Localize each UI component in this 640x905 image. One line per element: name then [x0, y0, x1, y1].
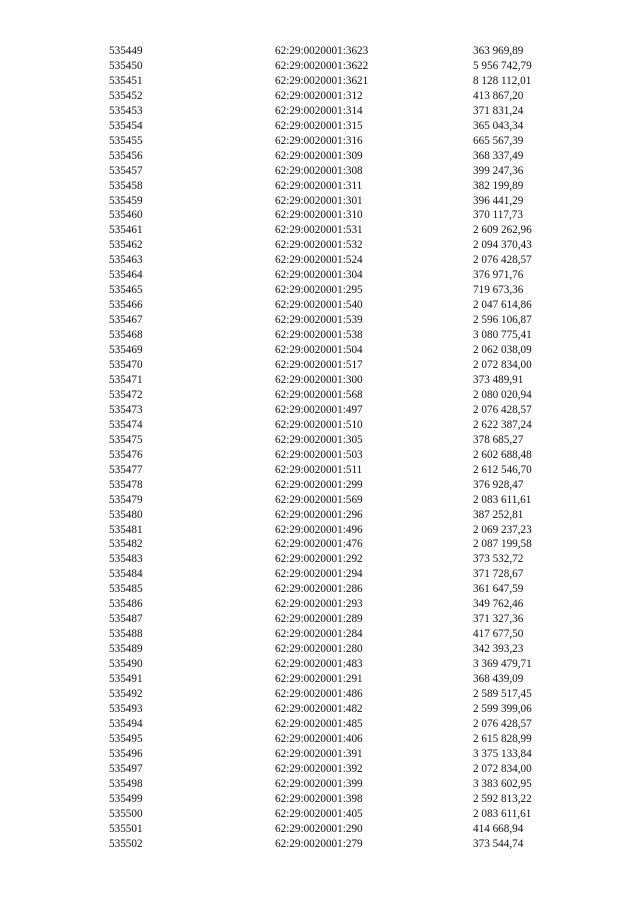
cadastral-number-cell: 62:29:0020001:290: [275, 822, 363, 835]
cadastral-value-cell: 2 076 428,57: [473, 254, 532, 267]
row-number-cell: 535485: [109, 583, 143, 596]
cadastral-value-cell: 2 083 611,61: [473, 807, 532, 820]
cadastral-number-cell: 62:29:0020001:310: [275, 209, 363, 222]
cadastral-value-cell: 414 668,94: [473, 822, 524, 835]
cadastral-value-table: [109, 44, 563, 851]
cadastral-value-cell: 2 592 813,22: [473, 792, 532, 805]
cadastral-value-cell: 665 567,39: [473, 134, 524, 147]
cadastral-number-cell: 62:29:0020001:3621: [275, 74, 369, 87]
row-number-cell: 535471: [109, 373, 143, 386]
row-number-cell: 535455: [109, 134, 143, 147]
cadastral-number-cell: 62:29:0020001:311: [275, 179, 363, 192]
cadastral-value-cell: 2 612 546,70: [473, 463, 532, 476]
table-row: [109, 552, 563, 567]
row-number-cell: 535464: [109, 269, 143, 282]
cadastral-value-cell: 378 685,27: [473, 433, 524, 446]
cadastral-value-cell: 2 087 199,58: [473, 538, 532, 551]
cadastral-value-cell: 365 043,34: [473, 119, 524, 132]
cadastral-number-cell: 62:29:0020001:296: [275, 508, 363, 521]
table-row: [109, 253, 563, 268]
cadastral-value-cell: 5 956 742,79: [473, 59, 532, 72]
cadastral-number-cell: 62:29:0020001:299: [275, 478, 363, 491]
cadastral-number-cell: 62:29:0020001:540: [275, 299, 363, 312]
row-number-cell: 535490: [109, 658, 143, 671]
cadastral-value-cell: 363 969,89: [473, 45, 524, 57]
cadastral-number-cell: 62:29:0020001:510: [275, 418, 363, 431]
row-number-cell: 535457: [109, 164, 143, 177]
table-row: [109, 792, 563, 807]
cadastral-value-cell: 2 599 399,06: [473, 702, 532, 715]
table-row: [109, 59, 563, 74]
cadastral-value-cell: 368 439,09: [473, 673, 524, 686]
cadastral-number-cell: 62:29:0020001:486: [275, 687, 363, 700]
cadastral-number-cell: 62:29:0020001:280: [275, 643, 363, 656]
cadastral-number-cell: 62:29:0020001:304: [275, 269, 363, 282]
cadastral-number-cell: 62:29:0020001:406: [275, 732, 363, 745]
table-row: [109, 149, 563, 164]
cadastral-value-cell: 371 831,24: [473, 104, 524, 117]
row-number-cell: 535492: [109, 687, 143, 700]
row-number-cell: 535477: [109, 463, 143, 476]
cadastral-value-cell: 3 375 133,84: [473, 747, 532, 760]
row-number-cell: 535451: [109, 74, 143, 87]
cadastral-number-cell: 62:29:0020001:511: [275, 463, 363, 476]
table-row: [109, 537, 563, 552]
row-number-cell: 535465: [109, 284, 143, 297]
cadastral-value-cell: 371 728,67: [473, 568, 524, 581]
table-row: [109, 134, 563, 149]
table-row: [109, 822, 563, 837]
table-row: [109, 567, 563, 582]
row-number-cell: 535480: [109, 508, 143, 521]
cadastral-value-cell: 349 762,46: [473, 598, 524, 611]
row-number-cell: 535482: [109, 538, 143, 551]
cadastral-value-cell: 387 252,81: [473, 508, 524, 521]
table-row: [109, 702, 563, 717]
table-row: [109, 777, 563, 792]
cadastral-number-cell: 62:29:0020001:496: [275, 523, 363, 536]
table-row: [109, 672, 563, 687]
cadastral-value-cell: 376 971,76: [473, 269, 524, 282]
table-row: [109, 657, 563, 672]
table-row: [109, 523, 563, 538]
row-number-cell: 535502: [109, 837, 143, 850]
cadastral-number-cell: 62:29:0020001:284: [275, 628, 363, 641]
row-number-cell: 535449: [109, 45, 143, 57]
cadastral-number-cell: 62:29:0020001:531: [275, 224, 363, 237]
cadastral-number-cell: 62:29:0020001:391: [275, 747, 363, 760]
cadastral-value-cell: 719 673,36: [473, 284, 524, 297]
table-row: [109, 208, 563, 223]
table-row: [109, 89, 563, 104]
cadastral-number-cell: 62:29:0020001:392: [275, 762, 363, 775]
cadastral-value-cell: 3 080 775,41: [473, 329, 532, 342]
cadastral-number-cell: 62:29:0020001:405: [275, 807, 363, 820]
table-row: [109, 223, 563, 238]
table-row: [109, 328, 563, 343]
table-row: [109, 463, 563, 478]
row-number-cell: 535497: [109, 762, 143, 775]
row-number-cell: 535498: [109, 777, 143, 790]
cadastral-value-cell: 2 062 038,09: [473, 344, 532, 357]
row-number-cell: 535452: [109, 89, 143, 102]
table-row: [109, 493, 563, 508]
cadastral-value-cell: 417 677,50: [473, 628, 524, 641]
cadastral-value-cell: 8 128 112,01: [473, 74, 532, 87]
cadastral-value-cell: 2 072 834,00: [473, 359, 532, 372]
cadastral-value-cell: 2 076 428,57: [473, 717, 532, 730]
cadastral-value-cell: 2 076 428,57: [473, 403, 532, 416]
cadastral-number-cell: 62:29:0020001:292: [275, 553, 363, 566]
row-number-cell: 535461: [109, 224, 143, 237]
cadastral-value-cell: 373 532,72: [473, 553, 524, 566]
row-number-cell: 535489: [109, 643, 143, 656]
cadastral-number-cell: 62:29:0020001:568: [275, 388, 363, 401]
row-number-cell: 535499: [109, 792, 143, 805]
cadastral-value-cell: 2 069 237,23: [473, 523, 532, 536]
table-row: [109, 313, 563, 328]
cadastral-number-cell: 62:29:0020001:291: [275, 673, 363, 686]
cadastral-value-cell: 413 867,20: [473, 89, 524, 102]
row-number-cell: 535486: [109, 598, 143, 611]
row-number-cell: 535481: [109, 523, 143, 536]
table-row: [109, 44, 563, 59]
cadastral-value-cell: 2 589 517,45: [473, 687, 532, 700]
cadastral-number-cell: 62:29:0020001:286: [275, 583, 363, 596]
row-number-cell: 535475: [109, 433, 143, 446]
row-number-cell: 535469: [109, 344, 143, 357]
row-number-cell: 535476: [109, 448, 143, 461]
row-number-cell: 535488: [109, 628, 143, 641]
table-row: [109, 642, 563, 657]
cadastral-number-cell: 62:29:0020001:301: [275, 194, 363, 207]
table-row: [109, 717, 563, 732]
cadastral-value-cell: 2 609 262,96: [473, 224, 532, 237]
row-number-cell: 535450: [109, 59, 143, 72]
cadastral-number-cell: 62:29:0020001:476: [275, 538, 363, 551]
row-number-cell: 535483: [109, 553, 143, 566]
cadastral-number-cell: 62:29:0020001:305: [275, 433, 363, 446]
row-number-cell: 535493: [109, 702, 143, 715]
row-number-cell: 535463: [109, 254, 143, 267]
row-number-cell: 535472: [109, 388, 143, 401]
cadastral-number-cell: 62:29:0020001:539: [275, 314, 363, 327]
cadastral-number-cell: 62:29:0020001:289: [275, 613, 363, 626]
cadastral-number-cell: 62:29:0020001:300: [275, 373, 363, 386]
cadastral-number-cell: 62:29:0020001:315: [275, 119, 363, 132]
cadastral-value-cell: 399 247,36: [473, 164, 524, 177]
row-number-cell: 535459: [109, 194, 143, 207]
table-row: [109, 74, 563, 89]
cadastral-number-cell: 62:29:0020001:503: [275, 448, 363, 461]
table-row: [109, 747, 563, 762]
cadastral-number-cell: 62:29:0020001:485: [275, 717, 363, 730]
cadastral-value-cell: 2 072 834,00: [473, 762, 532, 775]
cadastral-value-cell: 373 489,91: [473, 373, 524, 386]
table-row: [109, 448, 563, 463]
cadastral-value-cell: 376 928,47: [473, 478, 524, 491]
cadastral-number-cell: 62:29:0020001:3622: [275, 59, 369, 72]
table-row: [109, 179, 563, 194]
row-number-cell: 535468: [109, 329, 143, 342]
cadastral-number-cell: 62:29:0020001:569: [275, 493, 363, 506]
cadastral-value-cell: 2 596 106,87: [473, 314, 532, 327]
table-row: [109, 418, 563, 433]
table-body: [109, 44, 563, 851]
row-number-cell: 535491: [109, 673, 143, 686]
cadastral-value-cell: 2 602 688,48: [473, 448, 532, 461]
cadastral-number-cell: 62:29:0020001:524: [275, 254, 363, 267]
cadastral-number-cell: 62:29:0020001:504: [275, 344, 363, 357]
row-number-cell: 535478: [109, 478, 143, 491]
cadastral-number-cell: 62:29:0020001:3623: [275, 45, 369, 57]
row-number-cell: 535479: [109, 493, 143, 506]
cadastral-number-cell: 62:29:0020001:399: [275, 777, 363, 790]
row-number-cell: 535473: [109, 403, 143, 416]
cadastral-number-cell: 62:29:0020001:497: [275, 403, 363, 416]
table-row: [109, 762, 563, 777]
table-row: [109, 837, 563, 852]
cadastral-value-cell: 2 080 020,94: [473, 388, 532, 401]
cadastral-value-cell: 361 647,59: [473, 583, 524, 596]
cadastral-value-cell: 342 393,23: [473, 643, 524, 656]
row-number-cell: 535458: [109, 179, 143, 192]
cadastral-value-cell: 370 117,73: [473, 209, 523, 222]
row-number-cell: 535467: [109, 314, 143, 327]
row-number-cell: 535453: [109, 104, 143, 117]
cadastral-number-cell: 62:29:0020001:293: [275, 598, 363, 611]
table-row: [109, 627, 563, 642]
table-row: [109, 298, 563, 313]
cadastral-value-cell: 2 615 828,99: [473, 732, 532, 745]
cadastral-value-cell: 3 369 479,71: [473, 658, 532, 671]
cadastral-number-cell: 62:29:0020001:314: [275, 104, 363, 117]
cadastral-value-cell: 371 327,36: [473, 613, 524, 626]
cadastral-number-cell: 62:29:0020001:483: [275, 658, 363, 671]
cadastral-value-cell: 373 544,74: [473, 837, 524, 850]
table-row: [109, 388, 563, 403]
table-row: [109, 343, 563, 358]
table-row: [109, 612, 563, 627]
table-row: [109, 358, 563, 373]
table-row: [109, 478, 563, 493]
cadastral-value-cell: 2 622 387,24: [473, 418, 532, 431]
cadastral-number-cell: 62:29:0020001:294: [275, 568, 363, 581]
cadastral-number-cell: 62:29:0020001:482: [275, 702, 363, 715]
cadastral-number-cell: 62:29:0020001:517: [275, 359, 363, 372]
cadastral-value-cell: 2 094 370,43: [473, 239, 532, 252]
cadastral-number-cell: 62:29:0020001:398: [275, 792, 363, 805]
row-number-cell: 535456: [109, 149, 143, 162]
table-row: [109, 597, 563, 612]
cadastral-value-cell: 2 047 614,86: [473, 299, 532, 312]
table-row: [109, 582, 563, 597]
table-row: [109, 687, 563, 702]
table-row: [109, 807, 563, 822]
cadastral-value-cell: 2 083 611,61: [473, 493, 532, 506]
row-number-cell: 535501: [109, 822, 143, 835]
row-number-cell: 535454: [109, 119, 143, 132]
cadastral-number-cell: 62:29:0020001:312: [275, 89, 363, 102]
cadastral-number-cell: 62:29:0020001:279: [275, 837, 363, 850]
cadastral-value-cell: 382 199,89: [473, 179, 524, 192]
table-row: [109, 119, 563, 134]
row-number-cell: 535495: [109, 732, 143, 745]
table-row: [109, 732, 563, 747]
row-number-cell: 535500: [109, 807, 143, 820]
table-row: [109, 433, 563, 448]
cadastral-value-cell: 396 441,29: [473, 194, 524, 207]
table-row: [109, 508, 563, 523]
row-number-cell: 535496: [109, 747, 143, 760]
table-row: [109, 194, 563, 209]
row-number-cell: 535474: [109, 418, 143, 431]
cadastral-value-cell: 368 337,49: [473, 149, 524, 162]
row-number-cell: 535470: [109, 359, 143, 372]
cadastral-number-cell: 62:29:0020001:316: [275, 134, 363, 147]
table-row: [109, 268, 563, 283]
table-row: [109, 283, 563, 298]
row-number-cell: 535466: [109, 299, 143, 312]
row-number-cell: 535460: [109, 209, 143, 222]
cadastral-value-cell: 3 383 602,95: [473, 777, 532, 790]
table-row: [109, 373, 563, 388]
cadastral-number-cell: 62:29:0020001:538: [275, 329, 363, 342]
table-row: [109, 104, 563, 119]
cadastral-number-cell: 62:29:0020001:308: [275, 164, 363, 177]
table-row: [109, 164, 563, 179]
row-number-cell: 535484: [109, 568, 143, 581]
row-number-cell: 535487: [109, 613, 143, 626]
cadastral-number-cell: 62:29:0020001:309: [275, 149, 363, 162]
table-row: [109, 238, 563, 253]
row-number-cell: 535462: [109, 239, 143, 252]
row-number-cell: 535494: [109, 717, 143, 730]
cadastral-number-cell: 62:29:0020001:295: [275, 284, 363, 297]
cadastral-number-cell: 62:29:0020001:532: [275, 239, 363, 252]
table-row: [109, 403, 563, 418]
